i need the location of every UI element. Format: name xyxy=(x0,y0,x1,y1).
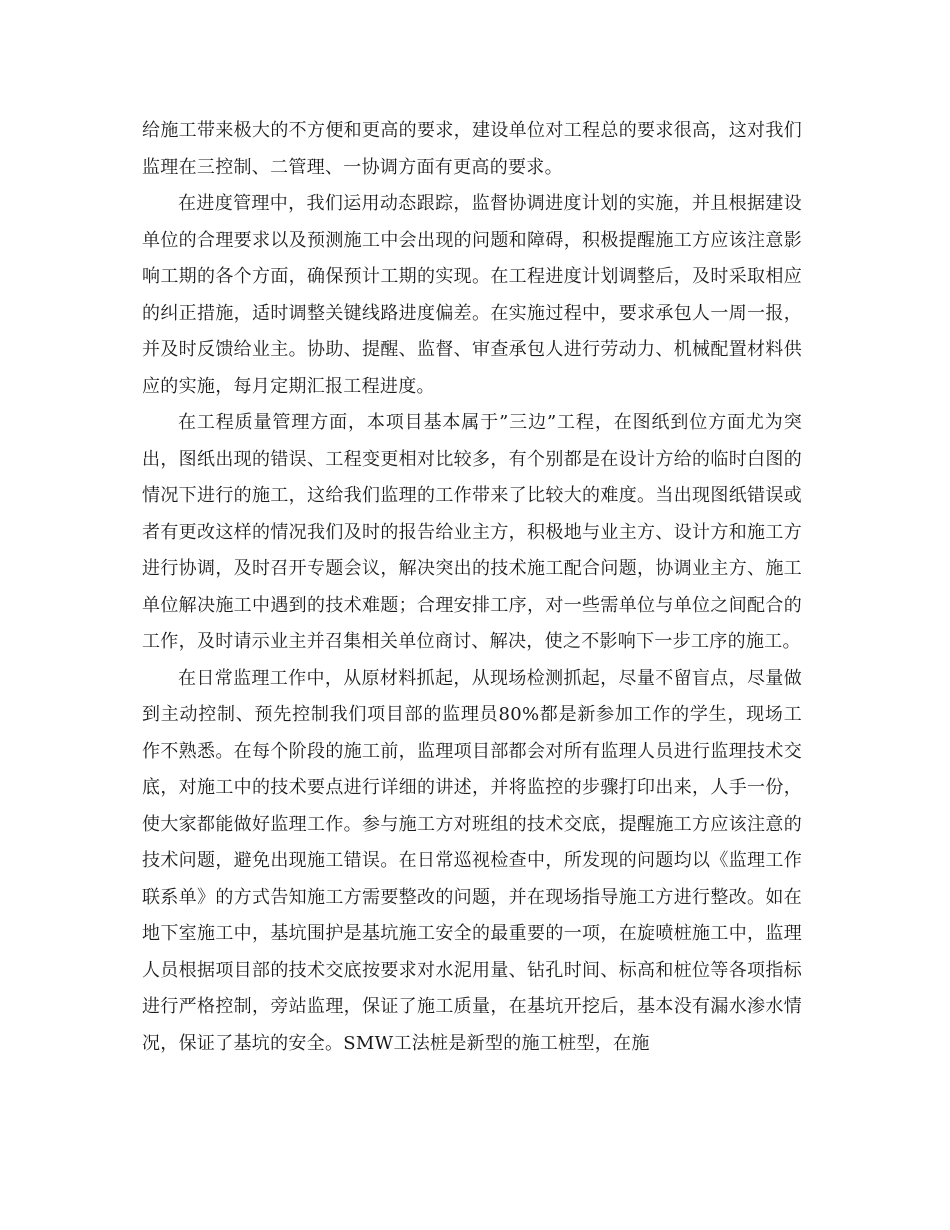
document-body xyxy=(142,113,802,1062)
paragraph-1: 给施工带来极大的不方便和更高的要求，建设单位对工程总的要求很高，这对我们监理在三控制、二管理、一协调方面有更高的要求。 xyxy=(142,120,802,178)
paragraph-2: 在进度管理中，我们运用动态跟踪，监督协调进度计划的实施，并且根据建设单位的合理要求以及预测施工中会出现的问题和障碍，积极提醒施工方应该注意影响工期的各个方面，确保预计工期的实现。在工程进度计划调整后，及时采取相应的纠正措施，适时调整关键线路进度偏差。在实施过程中，要求承包人一周一报，并及时反馈给业主。协助、提醒、监督、审查承包人进行劳动力、机械配置材料供应的实施，每月定期汇报工程进度。 xyxy=(142,193,802,397)
paragraph-4: 在日常监理工作中，从原材料抓起，从现场检测抓起，尽量不留盲点，尽量做到主动控制、预先控制我们项目部的监理员80%都是新参加工作的学生，现场工作不熟悉。在每个阶段的施工前，监理项目部都会对所有监理人员进行监理技术交底，对施工中的技术要点进行详细的讲述，并将监控的步骤打印出来，人手一份，使大家都能做好监理工作。参与施工方对班组的技术交底，提醒施工方应该注意的技术问题，避免出现施工错误。在日常巡视检查中，所发现的问题均以《监理工作联系单》的方式告知施工方需要整改的问题，并在现场指导施工方进行整改。如在地下室施工中，基坑围护是基坑施工安全的最重要的一项，在旋喷桩施工中，监理人员根据项目部的技术交底按要求对水泥用量、钻孔时间、标高和桩位等各项指标进行严格控制，旁站监理，保证了施工质量，在基坑开挖后，基本没有漏水渗水情况，保证了基坑的安全。SMW工法桩是新型的施工桩型，在施 xyxy=(142,667,802,1054)
paragraph-3: 在工程质量管理方面，本项目基本属于”三边”工程，在图纸到位方面尤为突出，图纸出现的错误、工程变更相对比较多，有个别都是在设计方给的临时白图的情况下进行的施工，这给我们监理的工作带来了比较大的难度。当出现图纸错误或者有更改这样的情况我们及时的报告给业主方，积极地与业主方、设计方和施工方进行协调，及时召开专题会议，解决突出的技术施工配合问题，协调业主方、施工单位解决施工中遇到的技术难题；合理安排工序，对一些需单位与单位之间配合的工作，及时请示业主并召集相关单位商讨、解决，使之不影响下一步工序的施工。 xyxy=(142,412,802,652)
